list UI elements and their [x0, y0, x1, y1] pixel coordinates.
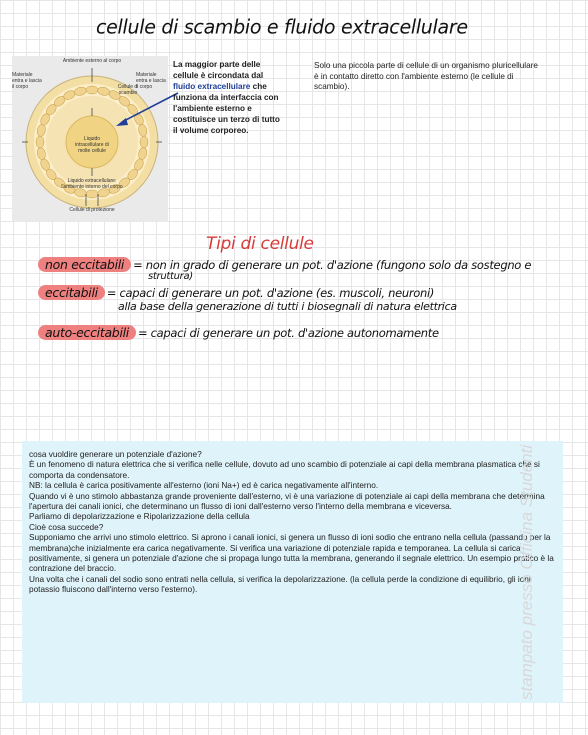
explanation-paragraph: È un fenomeno di natura elettrica che si verifica nelle cellule, dovuto ad uno scambio di potenziale ai capi della membrana plasmatica che si comporta da condensatore.	[29, 460, 540, 480]
page-title: cellule di scambio e fluido extracellulare	[96, 15, 468, 39]
type-row-eccitabili	[38, 285, 434, 300]
type-text-non-eccitabili: = non in grado di generare un pot. d'azione (fungono solo da sostegno e	[133, 258, 532, 272]
type-text-auto-eccitabili: = capaci di generare un pot. d'azione autonomamente	[137, 326, 439, 340]
type-cont-eccitabili: alla base della generazione di tutti i biosegnali di natura elettrica	[118, 300, 457, 313]
explanation-paragraph: Parliamo di depolarizzazione e Ripolarizzazione della cellula	[29, 512, 250, 522]
type-label-non-eccitabili: non eccitabili	[38, 257, 131, 272]
explanation-paragraph: Supponiamo che arrivi uno stimolo elettrico. Si aprono i canali ionici, si genera un flusso di ioni sodio che entrano nella cellula (passando per la membrana)che inizialmente era carica negativamente. Si verifica una variazione di potenziale rapida e temporanea. La cellula si carica positivamente, si genera un potenziale d'azione che si propaga lungo tutta la membrana, generando il segnale elettrico. Un esempio pratico è la contrazione del braccio.	[29, 533, 554, 574]
exchange-cell	[36, 136, 44, 148]
label-cells: Cellule di scambio	[117, 84, 139, 96]
explanation-paragraph: Cioè cosa succede?	[29, 522, 104, 532]
type-row-non-eccitabili	[38, 257, 531, 272]
watermark: stampato presso Officina Studenti	[517, 444, 536, 700]
explanation-paragraph: Una volta che i canali del sodio sono entrati nella cellula, si verifica la depolarizzazione. (la cellula perde la condizione di equilibrio, gli ioni potassio fluiscono dall'interno verso l'esterno).	[29, 574, 531, 595]
exchange-cell	[86, 190, 98, 198]
type-row-auto-eccitabili	[38, 325, 439, 340]
callout-highlight: fluido extracellulare	[173, 82, 251, 91]
callout-part2: che funziona da interfaccia con l'ambiente esterno e costituisce un terzo di tutto il volume corporeo.	[173, 82, 280, 135]
explanation-paragraph: Quando vi è uno stimolo abbastanza grande proveniente dall'esterno, vi è una variazione di potenziale ai capi della membrana che determina l'apertura dei canali ionici, che determinano un flusso di ioni dall'esterno verso l'interno della membrana e viceversa.	[29, 491, 545, 512]
label-bottom: Cellule di protezione	[69, 207, 115, 213]
exchange-cell	[140, 136, 148, 148]
side-note: Solo una piccola parte di cellule di un organismo pluricellulare è in contatto diretto con l'ambiente esterno (le cellule di scambio).	[314, 61, 538, 91]
callout-text	[173, 59, 281, 136]
label-left: Materiale entra e lascia il corpo	[12, 72, 42, 90]
label-top: Ambiente esterno al corpo	[62, 58, 122, 64]
explanation-panel	[22, 441, 563, 703]
label-inner: Liquido intracellulare di molte cellule	[75, 136, 109, 154]
type-cont-non-eccitabili: struttura)	[148, 271, 193, 282]
type-label-eccitabili: eccitabili	[38, 285, 105, 300]
callout-part1: La maggior parte delle cellule è circondata dal	[173, 60, 264, 80]
type-label-auto-eccitabili: auto-eccitabili	[38, 325, 136, 340]
label-right: Materiale entra e lascia il corpo	[136, 72, 166, 90]
type-text-eccitabili: = capaci di generare un pot. d'azione (es. muscoli, neuroni)	[106, 286, 435, 300]
explanation-paragraph: NB: la cellula è carica positivamente all'esterno (ioni Na+) ed è carica negativamente all'interno.	[29, 481, 379, 491]
label-outer: Liquido extracellulare: l'ambiente interno del corpo	[61, 178, 123, 190]
explanation-text	[29, 450, 554, 596]
callout-arrow	[110, 90, 180, 130]
exchange-cell	[86, 86, 98, 94]
explanation-paragraph: cosa vuoldire generare un potenziale d'azione?	[29, 450, 202, 459]
types-title: Tipi di cellule	[206, 234, 314, 254]
cell-diagram	[12, 56, 168, 222]
